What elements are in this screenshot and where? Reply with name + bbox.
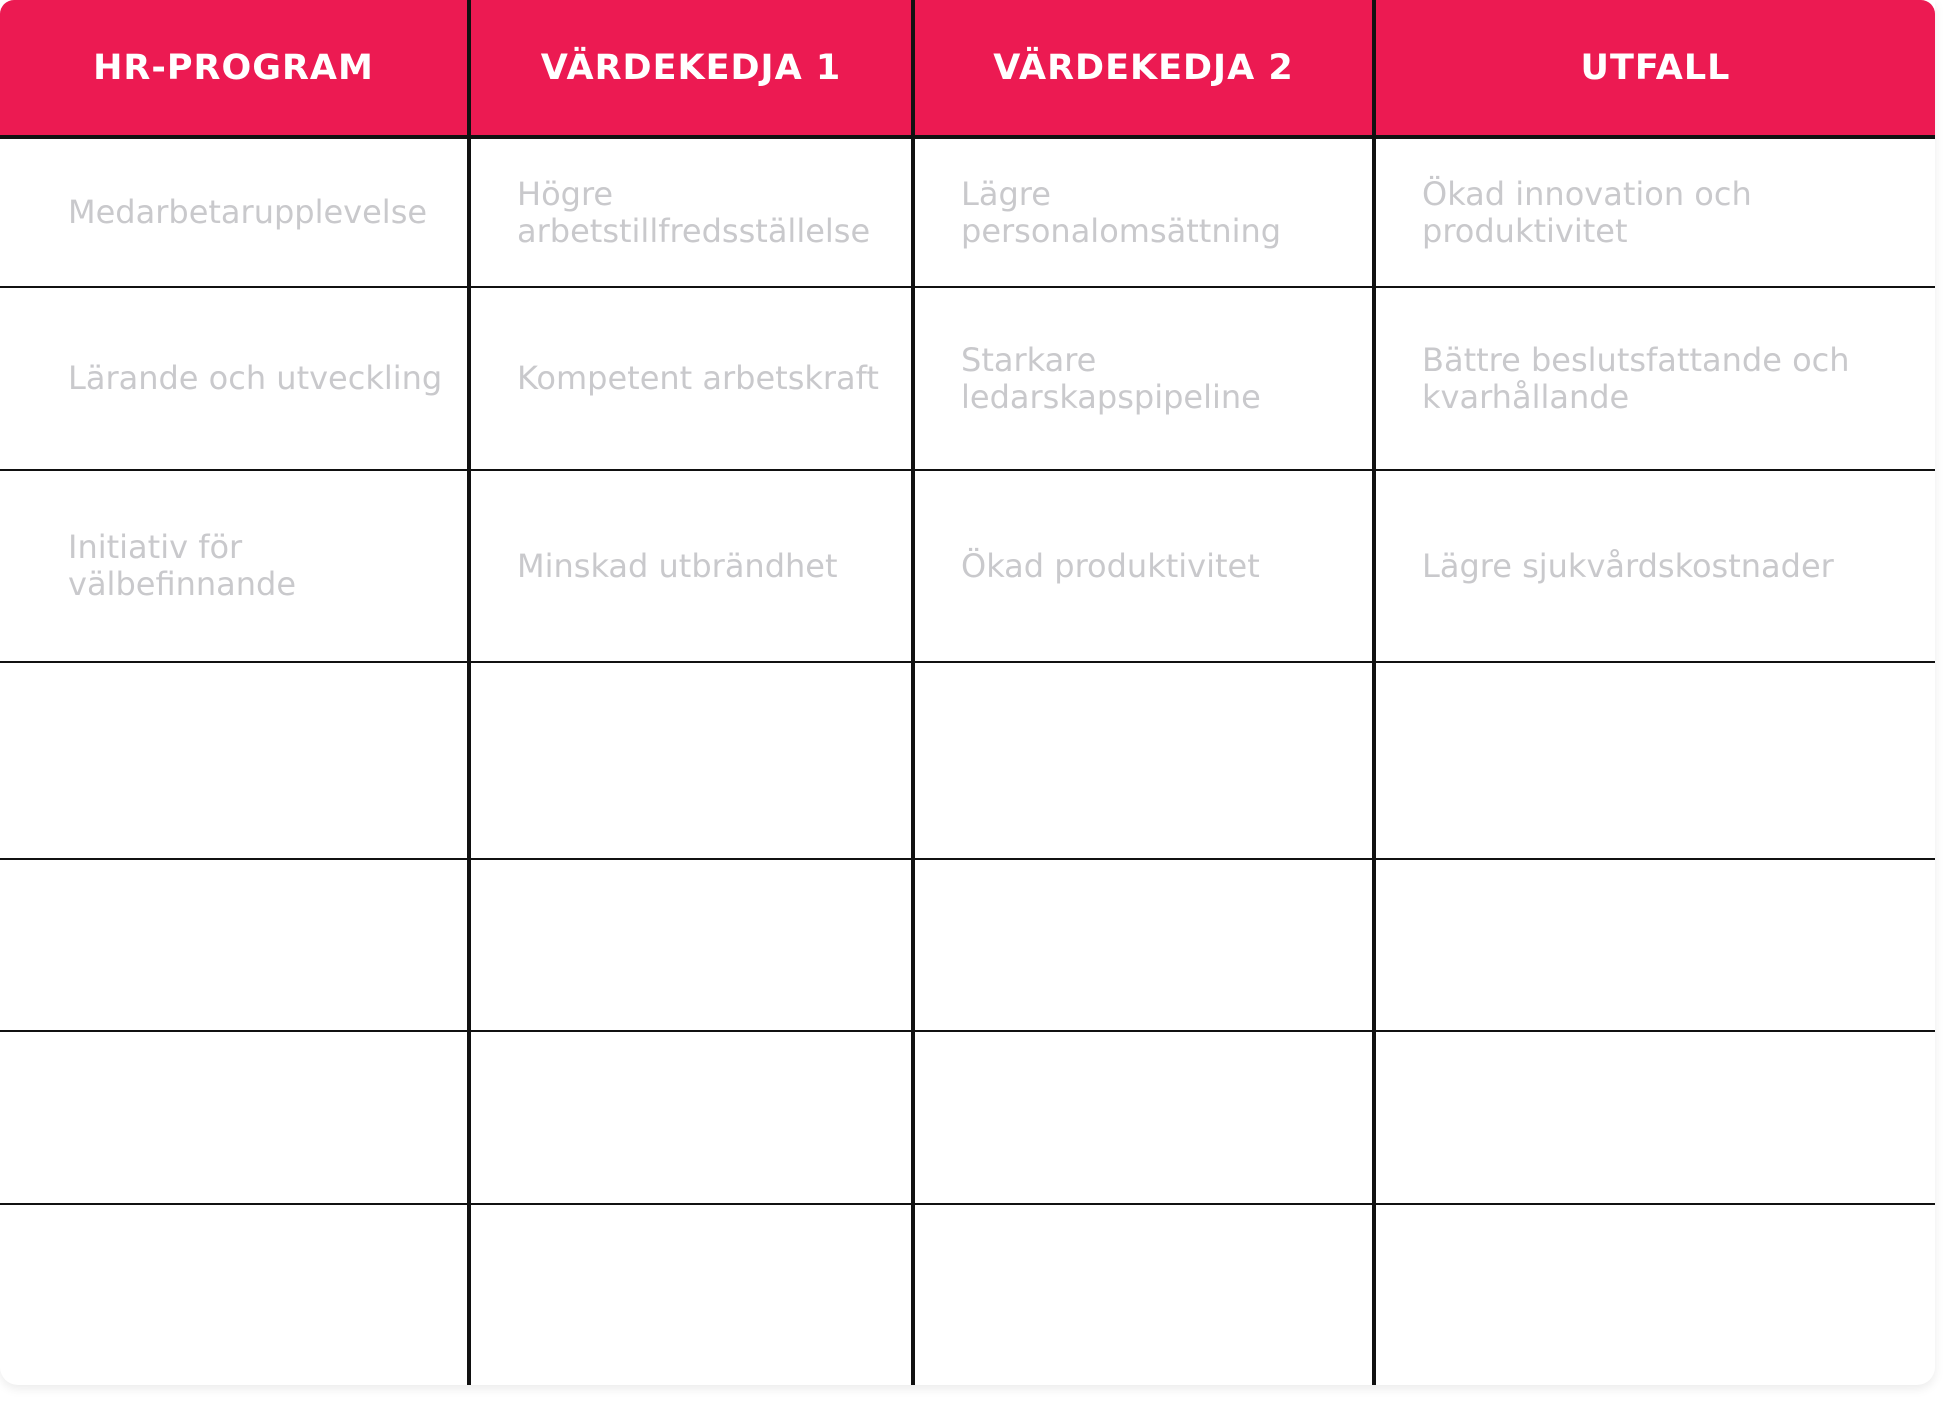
table-cell <box>1374 1031 1935 1203</box>
table-cell: Högre arbetstillfredsställelse <box>469 137 913 287</box>
table-row-empty <box>0 1204 1935 1385</box>
table-cell <box>0 859 469 1031</box>
table-row-empty <box>0 859 1935 1031</box>
table-cell <box>469 859 913 1031</box>
table-cell: Lägre personalomsättning <box>913 137 1374 287</box>
table-cell <box>1374 1204 1935 1385</box>
table-cell <box>1374 859 1935 1031</box>
table-cell: Lärande och utveckling <box>0 287 469 469</box>
table-row-empty <box>0 662 1935 858</box>
table-cell <box>0 662 469 858</box>
table-cell <box>913 1204 1374 1385</box>
table-header-row <box>0 0 1935 137</box>
header-value-chain-1: VÄRDEKEDJA 1 <box>469 0 913 137</box>
table-cell <box>913 859 1374 1031</box>
header-outcome: UTFALL <box>1374 0 1935 137</box>
table-cell: Ökad innovation och produktivitet <box>1374 137 1935 287</box>
table-cell: Minskad utbrändhet <box>469 470 913 662</box>
table-cell <box>913 662 1374 858</box>
table-cell <box>913 1031 1374 1203</box>
table-row-empty <box>0 1031 1935 1203</box>
table-cell <box>469 1031 913 1203</box>
table-cell <box>0 1204 469 1385</box>
table-row <box>0 287 1935 469</box>
table-cell: Medarbetarupplevelse <box>68 193 428 232</box>
table-cell: Kompetent arbetskraft <box>469 287 913 469</box>
table-cell: Starkare ledarskapspipeline <box>913 287 1374 469</box>
table-cell: Bättre beslutsfattande och kvarhållande <box>1374 287 1935 469</box>
header-hr-program: HR-PROGRAM <box>0 0 469 137</box>
table-cell: Ökad produktivitet <box>913 470 1374 662</box>
table-cell: Initiativ för välbefinnande <box>0 470 469 662</box>
table-cell <box>469 1204 913 1385</box>
table-cell <box>0 1031 469 1203</box>
table-row <box>0 137 1935 287</box>
header-value-chain-2: VÄRDEKEDJA 2 <box>913 0 1374 137</box>
table-row <box>0 470 1935 662</box>
table-cell: Lägre sjukvårdskostnader <box>1374 470 1935 662</box>
table-cell <box>469 662 913 858</box>
table-cell <box>1374 662 1935 858</box>
